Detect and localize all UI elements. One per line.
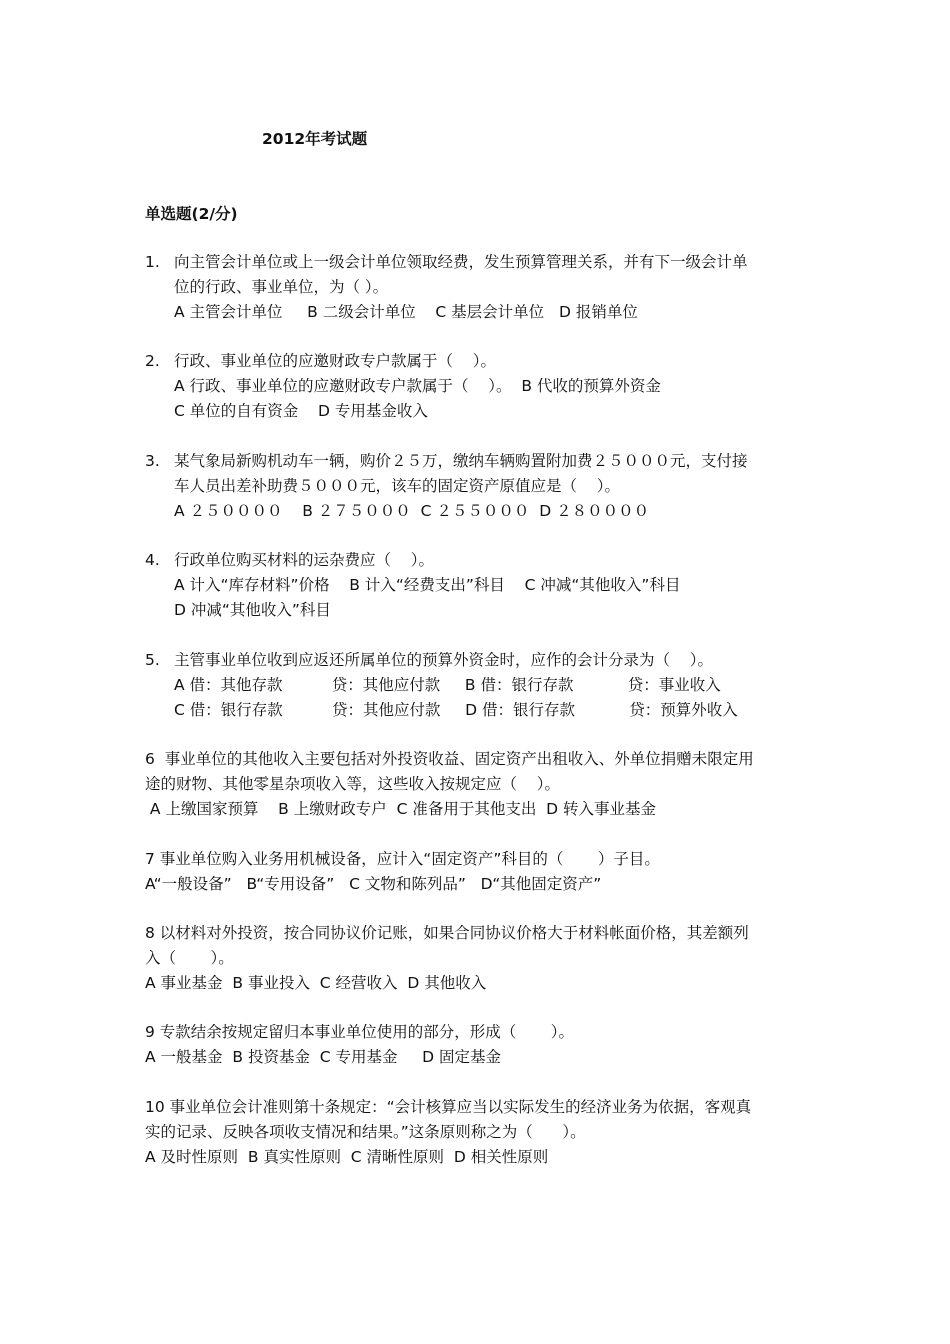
question-stem-line: 主管事业单位收到应返还所属单位的预算外资金时，应作的会计分录为（ ）。: [174, 651, 713, 669]
question-8: [145, 921, 810, 996]
question-number: 5.: [145, 651, 160, 669]
question-options: A 计入“库存材料”价格 B 计入“经费支出”科目 C 冲减“其他收入”科目: [174, 576, 681, 594]
question-stem-line: 行政、事业单位的应邀财政专户款属于（ ）。: [174, 352, 496, 370]
question-options: C 借：银行存款 贷：其他应付款 D 借：银行存款 贷：预算外收入: [174, 701, 738, 719]
question-number: 4.: [145, 551, 160, 569]
question-stem-line: 行政单位购买材料的运杂费应（ ）。: [174, 551, 434, 569]
question-options: A 上缴国家预算 B 上缴财政专户 C 准备用于其他支出 D 转入事业基金: [145, 800, 657, 818]
question-options: A 事业基金 B 事业投入 C 经营收入 D 其他收入: [145, 974, 487, 992]
question-options: D 冲减“其他收入”科目: [174, 601, 331, 619]
question-6: [145, 747, 810, 822]
question-stem-line: 8 以材料对外投资，按合同协议价记账，如果合同协议价格大于材料帐面价格，其差额列: [145, 924, 749, 942]
question-number: 1.: [145, 253, 160, 271]
question-stem-line: 6 事业单位的其他收入主要包括对外投资收益、固定资产出租收入、外单位捐赠未限定用: [145, 750, 754, 768]
question-options: A 及时性原则 B 真实性原则 C 清晰性原则 D 相关性原则: [145, 1148, 549, 1166]
question-5: [145, 648, 810, 723]
question-options: A 一般基金 B 投资基金 C 专用基金 D 固定基金: [145, 1048, 502, 1066]
question-3: [145, 449, 810, 524]
question-stem-line: 向主管会计单位或上一级会计单位领取经费，发生预算管理关系，并有下一级会计单: [174, 253, 748, 271]
question-stem-line: 位的行政、事业单位，为（ ）。: [174, 278, 389, 296]
question-options: A“一般设备” B“专用设备” C 文物和陈列品” D“其他固定资产”: [145, 875, 602, 893]
question-10: [145, 1095, 810, 1170]
question-2: [145, 349, 810, 424]
question-9: [145, 1020, 810, 1070]
question-stem-line: 10 事业单位会计准则第十条规定：“会计核算应当以实际发生的经济业务为依据，客观真: [145, 1098, 752, 1116]
question-options: A 借：其他存款 贷：其他应付款 B 借：银行存款 贷：事业收入: [174, 676, 721, 694]
question-stem-line: 某气象局新购机动车一辆，购价２５万，缴纳车辆购置附加费２５０００元，支付接: [174, 452, 748, 470]
question-stem-line: 途的财物、其他零星杂项收入等，这些收入按规定应（ ）。: [145, 775, 560, 793]
section-title: 单选题(2/分): [145, 205, 238, 223]
question-stem-line: 实的记录、反映各项收支情况和结果。”这条原则称之为（ ）。: [145, 1123, 586, 1141]
question-stem-line: 7 事业单位购入业务用机械设备，应计入“固定资产”科目的（ ）子目。: [145, 850, 660, 868]
question-4: [145, 548, 810, 623]
question-options: A ２５００００ B ２７５０００ C ２５５０００ D ２８００００: [174, 502, 650, 520]
question-number: 2.: [145, 352, 160, 370]
question-stem-line: 入（ ）。: [145, 949, 234, 967]
question-1: [145, 250, 810, 325]
question-stem-line: 9 专款结余按规定留归本事业单位使用的部分，形成（ ）。: [145, 1023, 575, 1041]
question-7: [145, 847, 810, 897]
question-options: A 行政、事业单位的应邀财政专户款属于（ ）。 B 代收的预算外资金: [174, 377, 661, 395]
question-stem-line: 车人员出差补助费５０００元，该车的固定资产原值应是（ ）。: [174, 477, 620, 495]
question-options: A 主管会计单位 B 二级会计单位 C 基层会计单位 D 报销单位: [174, 303, 638, 321]
question-options: C 单位的自有资金 D 专用基金收入: [174, 402, 428, 420]
question-number: 3.: [145, 452, 160, 470]
document-title: 2012年考试题: [262, 130, 368, 148]
